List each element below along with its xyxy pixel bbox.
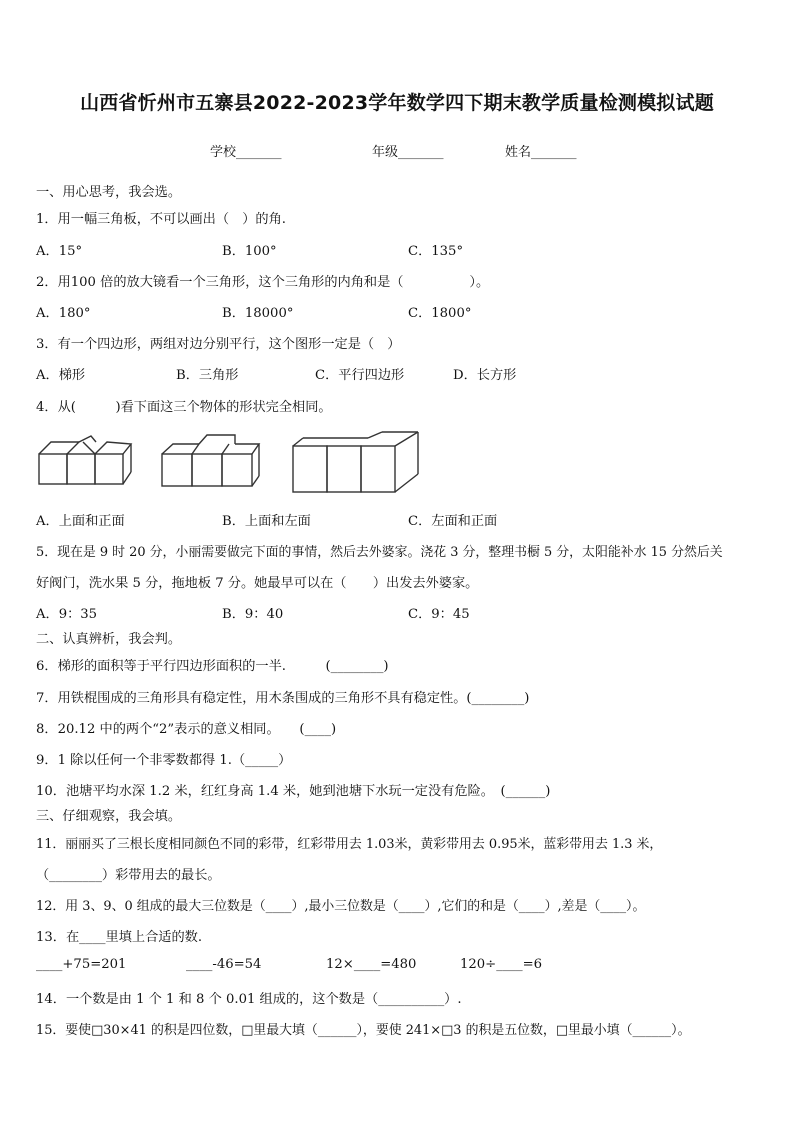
q3-option-c: C．平行四边形 — [315, 368, 405, 383]
q1-option-a: A．15° — [36, 244, 83, 259]
q2-option-c: C．1800° — [408, 306, 472, 321]
q13-item-3: 12×____=480 — [326, 957, 417, 972]
cube-figure-2 — [159, 432, 267, 490]
q13-item-4: 120÷____=6 — [460, 957, 543, 972]
q4-option-c: C．左面和正面 — [408, 514, 498, 529]
q5-option-a: A．9：35 — [36, 607, 98, 622]
q1-option-b: B．100° — [222, 244, 277, 259]
question-15: 15．要使□30×41 的积是四位数，□里最大填（______），要使 241×□3 的积是五位数，□里最小填（______）。 — [36, 1023, 691, 1038]
question-12: 12．用 3、9、0 组成的最大三位数是（____）,最小三位数是（____）,它们的和是（____）,差是（____）。 — [36, 899, 646, 914]
question-13: 13．在____里填上合适的数. — [36, 930, 203, 945]
school-field: 学校_______ — [210, 145, 282, 160]
grade-field: 年级_______ — [372, 145, 444, 160]
q3-option-a: A．梯形 — [36, 368, 86, 383]
page-title: 山西省忻州市五寨县2022-2023学年数学四下期末教学质量检测模拟试题 — [80, 92, 714, 114]
section-heading-choose: 一、用心思考，我会选。 — [36, 185, 182, 200]
q3-option-b: B．三角形 — [176, 368, 239, 383]
question-8: 8．20.12 中的两个“2”表示的意义相同。 (____) — [36, 722, 337, 737]
q5-option-b: B．9：40 — [222, 607, 284, 622]
question-11-line-2: （________）彩带用去的最长。 — [36, 868, 221, 883]
section-heading-fill: 三、仔细观察，我会填。 — [36, 809, 182, 824]
q5-option-c: C．9：45 — [408, 607, 470, 622]
cube-figure-1 — [36, 432, 134, 490]
question-4: 4．从( )看下面这三个物体的形状完全相同。 — [36, 400, 332, 415]
question-5-line-2: 好阀门，洗水果 5 分，拖地板 7 分。她最早可以在（ ）出发去外婆家。 — [36, 576, 479, 591]
question-7: 7．用铁棍围成的三角形具有稳定性，用木条围成的三角形不具有稳定性。(________) — [36, 691, 530, 706]
q1-option-c: C．135° — [408, 244, 464, 259]
q13-item-1: ____+75=201 — [36, 957, 127, 972]
question-5-line-1: 5．现在是 9 时 20 分，小丽需要做完下面的事情，然后去外婆家。浇花 3 分，整理书橱 5 分，太阳能补水 15 分然后关 — [36, 545, 723, 560]
section-heading-judge: 二、认真辨析，我会判。 — [36, 632, 182, 647]
q3-option-d: D．长方形 — [453, 368, 517, 383]
question-2: 2．用100 倍的放大镜看一个三角形，这个三角形的内角和是（ ）。 — [36, 275, 490, 290]
question-11-line-1: 11．丽丽买了三根长度相同颜色不同的彩带，红彩带用去 1.03米，黄彩带用去 0.95米，蓝彩带用去 1.3 米， — [36, 837, 663, 852]
question-1: 1．用一幅三角板，不可以画出（ ）的角. — [36, 212, 286, 227]
question-9: 9．1 除以任何一个非零数都得 1.（_____） — [36, 753, 292, 768]
name-field: 姓名_______ — [505, 145, 577, 160]
q2-option-b: B．18000° — [222, 306, 294, 321]
q2-option-a: A．180° — [36, 306, 91, 321]
question-6: 6．梯形的面积等于平行四边形面积的一半. (________) — [36, 659, 389, 674]
q4-option-a: A．上面和正面 — [36, 514, 125, 529]
cube-figure-3 — [290, 428, 422, 496]
q13-item-2: ____-46=54 — [186, 957, 262, 972]
question-10: 10．池塘平均水深 1.2 米，红红身高 1.4 米，她到池塘下水玩一定没有危险。 (______) — [36, 784, 551, 799]
q4-option-b: B．上面和左面 — [222, 514, 311, 529]
question-14: 14．一个数是由 1 个 1 和 8 个 0.01 组成的，这个数是（__________）. — [36, 992, 462, 1007]
question-3: 3．有一个四边形，两组对边分别平行，这个图形一定是（ ） — [36, 337, 401, 352]
